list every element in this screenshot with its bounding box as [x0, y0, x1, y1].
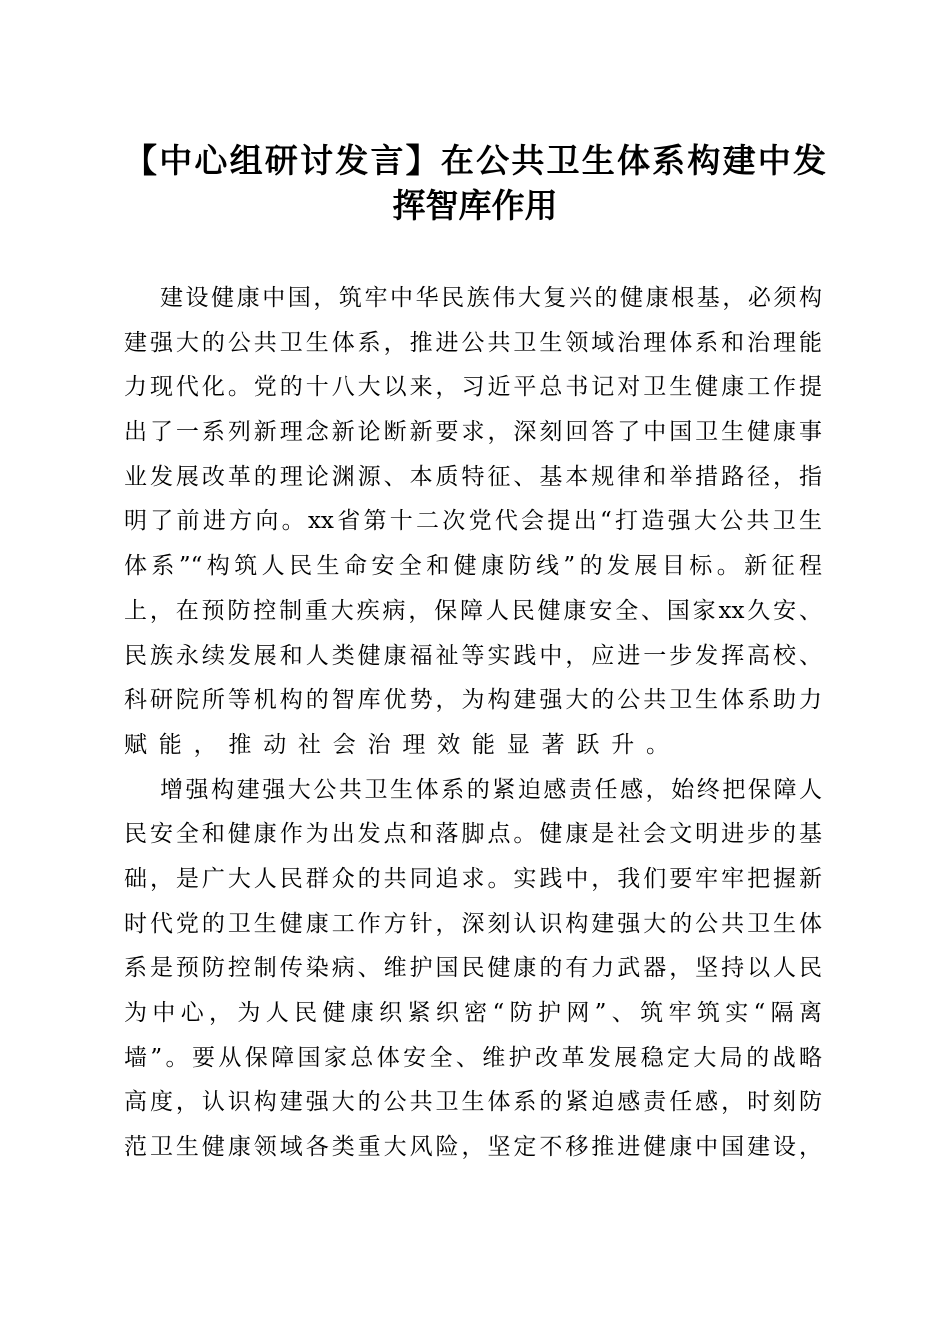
document-body [124, 276, 822, 1170]
text-line: 高度，认识构建强大的公共卫生体系的紧迫感责任感，时刻防 [124, 1089, 822, 1116]
paragraph-2 [124, 768, 822, 1170]
document-title-line-1: 【中心组研讨发言】在公共卫生体系构建中发 [124, 141, 826, 180]
text-line: 建强大的公共卫生体系，推进公共卫生领域治理体系和治理能 [124, 329, 822, 356]
text-line: 科研院所等机构的智库优势，为构建强大的公共卫生体系助力 [124, 687, 822, 714]
text-line: 上，在预防控制重大疾病，保障人民健康安全、国家xx久安、 [124, 597, 822, 624]
text-line: 明了前进方向。xx省第十二次党代会提出“打造强大公共卫生 [124, 508, 822, 535]
text-line: 出了一系列新理念新论断新要求，深刻回答了中国卫生健康事 [124, 419, 822, 446]
text-line: 体系”“构筑人民生命安全和健康防线”的发展目标。新征程 [124, 553, 822, 580]
text-line: 业发展改革的理论渊源、本质特征、基本规律和举措路径，指 [124, 463, 822, 490]
document-title-line-2: 挥智库作用 [392, 186, 558, 225]
text-line: 增强构建强大公共卫生体系的紧迫感责任感，始终把保障人 [160, 776, 822, 803]
text-line: 民族永续发展和人类健康福祉等实践中，应进一步发挥高校、 [124, 642, 822, 669]
text-line: 为中心，为人民健康织紧织密“防护网”、筑牢筑实“隔离 [124, 1000, 822, 1026]
text-line: 力现代化。党的十八大以来，习近平总书记对卫生健康工作提 [124, 374, 822, 401]
paragraph-1 [124, 276, 822, 768]
text-line: 建设健康中国，筑牢中华民族伟大复兴的健康根基，必须构 [160, 285, 822, 311]
text-line: 民安全和健康作为出发点和落脚点。健康是社会文明进步的基 [124, 821, 822, 848]
text-line: 墙”。要从保障国家总体安全、维护改革发展稳定大局的战略 [124, 1044, 822, 1071]
text-line: 系是预防控制传染病、维护国民健康的有力武器，坚持以人民 [124, 955, 822, 982]
text-line: 础，是广大人民群众的共同追求。实践中，我们要牢牢把握新 [124, 865, 822, 892]
text-line: 时代党的卫生健康工作方针，深刻认识构建强大的公共卫生体 [124, 910, 822, 937]
text-line: 范卫生健康领域各类重大风险，坚定不移推进健康中国建设， [124, 1134, 822, 1161]
text-line: 赋能，推动社会治理效能显著跃升。 [124, 731, 681, 758]
